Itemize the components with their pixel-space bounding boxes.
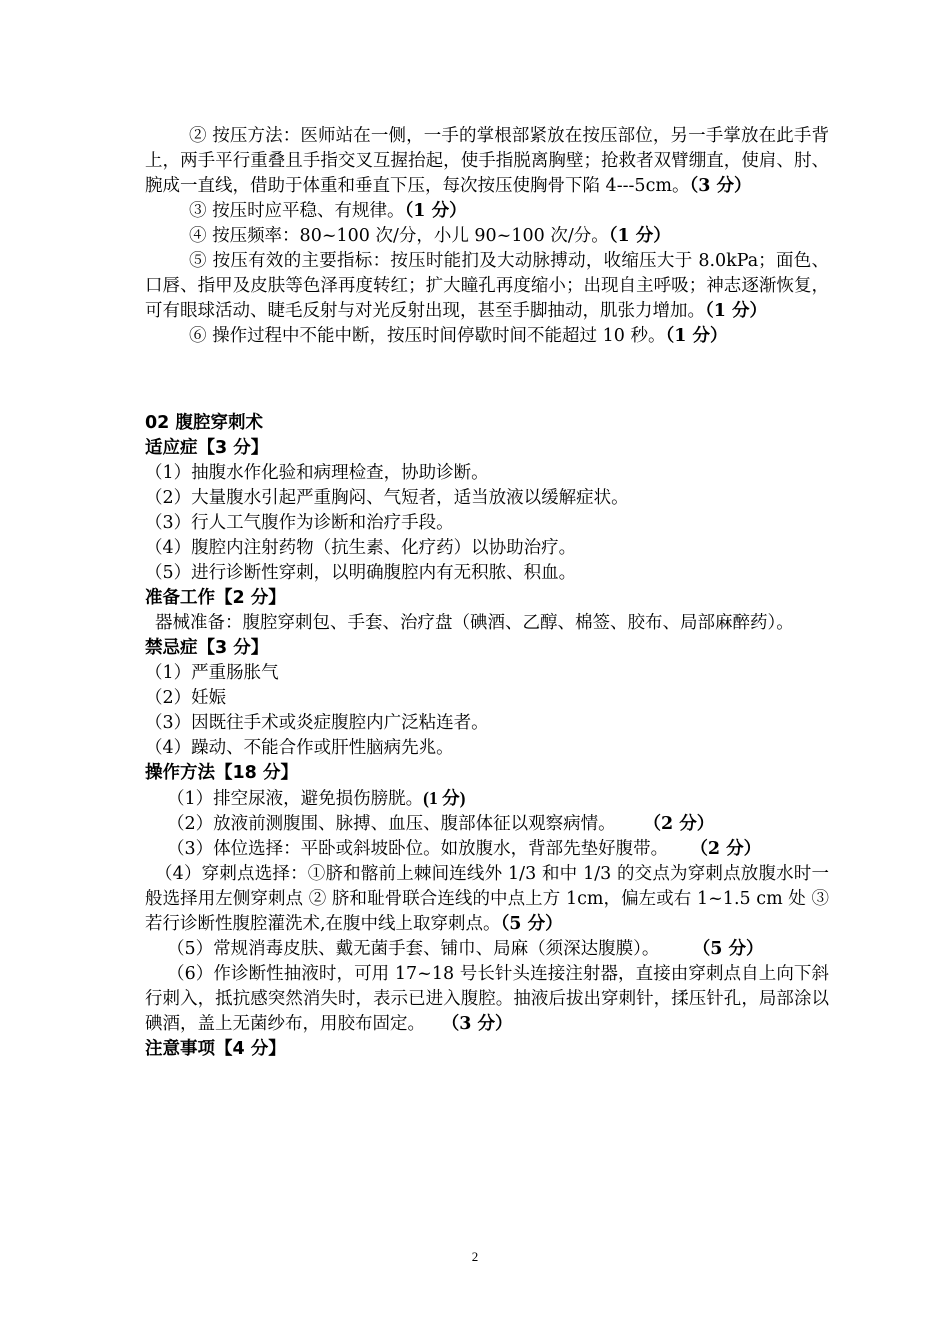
indications-heading: 适应症【3 分】 bbox=[145, 438, 269, 458]
paragraph-press-steady: ③ 按压时应平稳、有规律。（1 分） bbox=[189, 201, 467, 221]
list-item: （3）行人工气腹作为诊断和治疗手段。 bbox=[145, 513, 454, 533]
list-item: （5）进行诊断性穿刺，以明确腹腔内有无积脓、积血。 bbox=[145, 563, 577, 583]
paragraph-press-method: ② 按压方法：医师站在一侧，一手的掌根部紧放在按压部位，另一手掌放在此手背上，两手平行重叠且手指交叉互握抬起，使手指脱离胸壁；抢救者双臂绷直，使肩、肘、腕成一直线，借助于体重和垂直下压，每次按压使胸骨下陷 4---5cm。（3 分） bbox=[145, 126, 829, 196]
paragraph-press-rate: ④ 按压频率：80~100 次/分，小儿 90~100 次/分。（1 分） bbox=[189, 226, 671, 246]
section-title: 02 腹腔穿刺术 bbox=[145, 413, 263, 433]
method-step-3: （3）体位选择：平卧或斜坡卧位。如放腹水，背部先垫好腹带。 （2 分） bbox=[167, 839, 762, 859]
notes-heading: 注意事项【4 分】 bbox=[145, 1039, 286, 1059]
method-step-6: （6）作诊断性抽液时，可用 17~18 号长针头连接注射器，直接由穿刺点自上向下斜行刺入，抵抗感突然消失时，表示已进入腹腔。抽液后拔出穿刺针，揉压针孔，局部涂以碘酒，盖上无菌纱布，用胶布固定。 （3 分） bbox=[145, 964, 829, 1034]
list-item: （2）大量腹水引起严重胸闷、气短者，适当放液以缓解症状。 bbox=[145, 488, 629, 508]
method-step-4: （4）穿刺点选择：①脐和髂前上棘间连线外 1/3 和中 1/3 的交点为穿刺点放腹水时一般选择用左侧穿刺点 ② 脐和耻骨联合连线的中点上方 1cm，偏左或右 1~1.5 cm 处 ③若行诊断性腹腔灌洗术,在腹中线上取穿刺点。（5 分） bbox=[145, 864, 829, 934]
list-item: （3）因既往手术或炎症腹腔内广泛粘连者。 bbox=[145, 713, 489, 733]
method-heading: 操作方法【18 分】 bbox=[145, 763, 298, 783]
paragraph-no-interruption: ⑥ 操作过程中不能中断，按压时间停歇时间不能超过 10 秒。（1 分） bbox=[189, 326, 728, 346]
list-item: （1）抽腹水作化验和病理检查，协助诊断。 bbox=[145, 463, 489, 483]
method-step-1: （1）排空尿液，避免损伤膀胱。(1 分) bbox=[167, 788, 466, 809]
list-item: （4）躁动、不能合作或肝性脑病先兆。 bbox=[145, 738, 454, 758]
paragraph-effective-signs: ⑤ 按压有效的主要指标：按压时能扪及大动脉搏动，收缩压大于 8.0kPa；面色、口唇、指甲及皮肤等色泽再度转红；扩大瞳孔再度缩小；出现自主呼吸；神志逐渐恢复，可有眼球活动、睫毛反射与对光反射出现，甚至手脚抽动，肌张力增加。（1 分） bbox=[145, 251, 829, 321]
list-item: （4）腹腔内注射药物（抗生素、化疗药）以协助治疗。 bbox=[145, 538, 577, 558]
contraindications-heading: 禁忌症【3 分】 bbox=[145, 638, 269, 658]
method-step-2: （2）放液前测腹围、脉搏、血压、腹部体征以观察病情。 （2 分） bbox=[167, 814, 715, 834]
section-gap bbox=[145, 349, 829, 411]
list-item: （2）妊娠 bbox=[145, 688, 227, 708]
preparation-text: 器械准备：腹腔穿刺包、手套、治疗盘（碘酒、乙醇、棉签、胶布、局部麻醉药）。 bbox=[155, 613, 794, 633]
page-number: 2 bbox=[471, 1249, 479, 1264]
method-step-5: （5）常规消毒皮肤、戴无菌手套、铺巾、局麻（须深达腹膜）。 （5 分） bbox=[167, 939, 764, 959]
list-item: （1）严重肠胀气 bbox=[145, 663, 279, 683]
document-page bbox=[145, 124, 829, 1062]
preparation-heading: 准备工作【2 分】 bbox=[145, 588, 286, 608]
